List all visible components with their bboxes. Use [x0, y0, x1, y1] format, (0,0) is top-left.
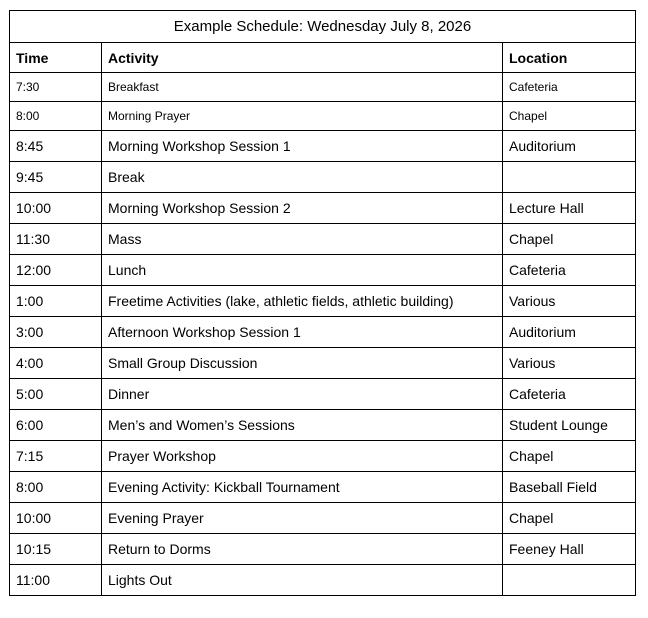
time-cell: 7:30	[10, 73, 102, 102]
location-cell: Chapel	[503, 441, 636, 472]
location-cell: Baseball Field	[503, 472, 636, 503]
table-row	[10, 410, 636, 441]
location-cell: Cafeteria	[503, 73, 636, 102]
activity-cell: Evening Activity: Kickball Tournament	[102, 472, 503, 503]
time-cell: 11:30	[10, 224, 102, 255]
activity-cell: Men’s and Women’s Sessions	[102, 410, 503, 441]
activity-cell: Afternoon Workshop Session 1	[102, 317, 503, 348]
activity-cell: Morning Workshop Session 2	[102, 193, 503, 224]
time-cell: 1:00	[10, 286, 102, 317]
table-row	[10, 162, 636, 193]
time-cell: 9:45	[10, 162, 102, 193]
table-row	[10, 224, 636, 255]
table-row	[10, 131, 636, 162]
time-cell: 6:00	[10, 410, 102, 441]
table-row	[10, 193, 636, 224]
location-header: Location	[503, 43, 636, 73]
time-cell: 8:00	[10, 102, 102, 131]
location-cell: Cafeteria	[503, 255, 636, 286]
activity-cell: Return to Dorms	[102, 534, 503, 565]
time-cell: 4:00	[10, 348, 102, 379]
time-cell: 12:00	[10, 255, 102, 286]
location-cell: Feeney Hall	[503, 534, 636, 565]
location-cell: Chapel	[503, 503, 636, 534]
title-row	[10, 11, 636, 43]
location-cell: Auditorium	[503, 317, 636, 348]
time-cell: 10:00	[10, 193, 102, 224]
activity-cell: Morning Prayer	[102, 102, 503, 131]
activity-header: Activity	[102, 43, 503, 73]
location-cell: Cafeteria	[503, 379, 636, 410]
location-cell: Various	[503, 348, 636, 379]
time-cell: 10:00	[10, 503, 102, 534]
activity-cell: Break	[102, 162, 503, 193]
table-row	[10, 102, 636, 131]
activity-cell: Morning Workshop Session 1	[102, 131, 503, 162]
time-cell: 10:15	[10, 534, 102, 565]
table-row	[10, 503, 636, 534]
activity-cell: Lunch	[102, 255, 503, 286]
time-cell: 5:00	[10, 379, 102, 410]
location-cell	[503, 162, 636, 193]
time-header: Time	[10, 43, 102, 73]
time-cell: 8:45	[10, 131, 102, 162]
activity-cell: Small Group Discussion	[102, 348, 503, 379]
activity-cell: Breakfast	[102, 73, 503, 102]
table-row	[10, 348, 636, 379]
schedule-table	[9, 10, 636, 596]
table-row	[10, 255, 636, 286]
location-cell: Chapel	[503, 224, 636, 255]
activity-cell: Freetime Activities (lake, athletic fields, athletic building)	[102, 286, 503, 317]
table-row	[10, 441, 636, 472]
table-row	[10, 472, 636, 503]
location-cell: Chapel	[503, 102, 636, 131]
location-cell: Various	[503, 286, 636, 317]
header-row	[10, 43, 636, 73]
table-row	[10, 317, 636, 348]
location-cell	[503, 565, 636, 596]
activity-cell: Dinner	[102, 379, 503, 410]
table-row	[10, 534, 636, 565]
activity-cell: Mass	[102, 224, 503, 255]
location-cell: Lecture Hall	[503, 193, 636, 224]
table-row	[10, 379, 636, 410]
table-row	[10, 286, 636, 317]
table-row	[10, 565, 636, 596]
location-cell: Auditorium	[503, 131, 636, 162]
time-cell: 3:00	[10, 317, 102, 348]
table-row	[10, 73, 636, 102]
activity-cell: Prayer Workshop	[102, 441, 503, 472]
schedule-title: Example Schedule: Wednesday July 8, 2026	[10, 11, 636, 43]
time-cell: 11:00	[10, 565, 102, 596]
activity-cell: Lights Out	[102, 565, 503, 596]
activity-cell: Evening Prayer	[102, 503, 503, 534]
time-cell: 8:00	[10, 472, 102, 503]
time-cell: 7:15	[10, 441, 102, 472]
location-cell: Student Lounge	[503, 410, 636, 441]
